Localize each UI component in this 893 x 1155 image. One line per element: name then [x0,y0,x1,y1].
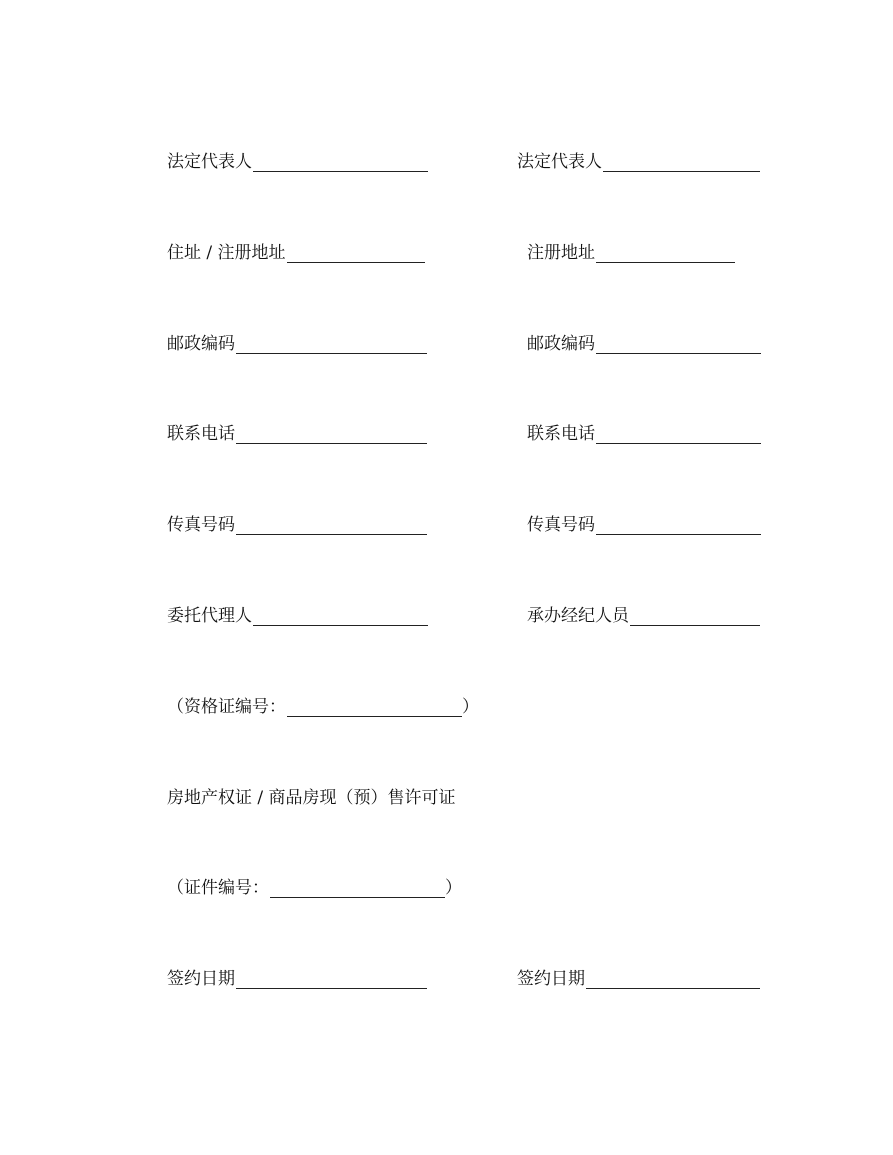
left-phone-label: 联系电话 [167,424,235,444]
right-phone-blank[interactable] [596,425,761,444]
qualification-open-label: （资格证编号： [167,697,286,717]
left-signing-date-blank[interactable] [236,970,427,989]
right-phone-field [527,424,761,444]
cert-number-close-paren: ） [445,878,462,898]
right-phone-label: 联系电话 [527,424,595,444]
left-postcode-label: 邮政编码 [167,334,235,354]
certificate-title [167,788,456,808]
left-legal-rep-label: 法定代表人 [167,152,252,172]
left-agent-label: 委托代理人 [167,606,252,626]
right-postcode-field [527,334,761,354]
left-fax-blank[interactable] [236,516,427,535]
qualification-close-paren: ） [462,697,479,717]
left-signing-date-label: 签约日期 [167,969,235,989]
right-signing-date-label: 签约日期 [517,969,585,989]
right-address-field [527,243,735,263]
right-signing-date-field [517,969,760,989]
qualification-number-field [167,697,479,717]
right-address-label: 注册地址 [527,243,595,263]
right-fax-blank[interactable] [596,516,761,535]
left-phone-field [167,424,427,444]
right-postcode-blank[interactable] [596,335,761,354]
right-broker-label: 承办经纪人员 [527,606,629,626]
left-address-blank[interactable] [287,244,425,263]
right-address-blank[interactable] [596,244,735,263]
right-signing-date-blank[interactable] [586,970,760,989]
left-postcode-field [167,334,427,354]
right-postcode-label: 邮政编码 [527,334,595,354]
right-fax-field [527,515,761,535]
left-agent-blank[interactable] [253,607,428,626]
left-phone-blank[interactable] [236,425,427,444]
cert-number-field [167,878,462,898]
left-fax-field [167,515,427,535]
cert-number-blank[interactable] [270,879,445,898]
left-address-label: 住址 / 注册地址 [167,243,286,263]
left-fax-label: 传真号码 [167,515,235,535]
qualification-number-blank[interactable] [287,698,462,717]
certificate-title-text: 房地产权证 / 商品房现（预）售许可证 [167,788,456,808]
right-fax-label: 传真号码 [527,515,595,535]
right-broker-field [527,606,760,626]
left-signing-date-field [167,969,427,989]
left-address-field [167,243,425,263]
right-legal-rep-blank[interactable] [603,153,760,172]
left-agent-field [167,606,428,626]
cert-number-open-label: （证件编号： [167,878,269,898]
right-legal-rep-label: 法定代表人 [517,152,602,172]
right-legal-rep-field [517,152,760,172]
left-postcode-blank[interactable] [236,335,427,354]
right-broker-blank[interactable] [630,607,760,626]
left-legal-rep-blank[interactable] [253,153,428,172]
left-legal-rep-field [167,152,428,172]
